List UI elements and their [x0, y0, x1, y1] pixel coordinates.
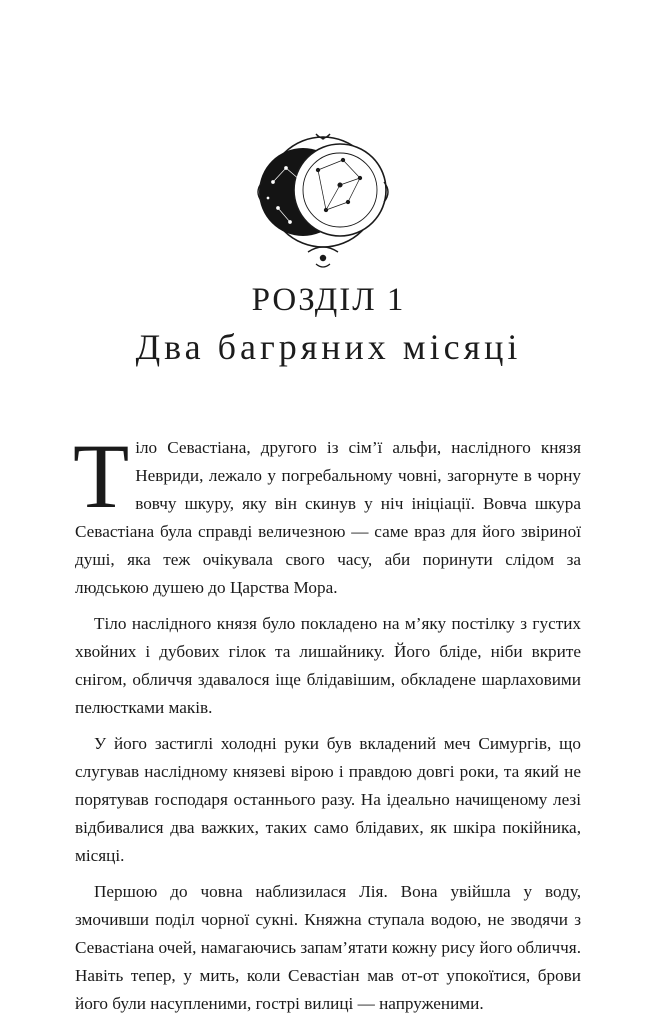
- paragraph: У його застиглі холодні руки був вкладений меч Симургів, що слугував наслідному князеві вірою і правдою довгі роки, та який не порятував господаря останнього разу. На ідеально начищеному лезі відбивалися два важких, таких само блідавих, як шкіра покійника, місяці.: [75, 734, 581, 865]
- paragraph: Тіло наслідного князя було покладено на м’яку постілку з густих хвойних і дубових гілок та лишайнику. Його бліде, ніби вкрите снігом, обличчя здавалося іще блідавішим, обкладене шарлаховими пелюстками маків.: [75, 614, 581, 717]
- paragraph-text: іло Севастіана, другого із сім’ї альфи, наслідного князя Невриди, лежало у погребальному човні, загорнуте в чорну вовчу шкуру, яку він скинув у ніч ініціації. Вовча шкура Севастіана була справді величезною — саме враз для його звіриної душі, яка теж очікувала свого часу, аби поринути слідом за людською душею до Царства Мора.: [75, 438, 581, 597]
- paragraph: Першою до човна наблизилася Лія. Вона увійшла у воду, змочивши поділ чорної сукні. Княжна ступала водою, не зводячи з Севастіана очей, намагаючись запам’ятати кожну рису його обличчя. Навіть тепер, у мить, коли Севастіан мав от-от упокоїтися, брови його були насупленими, гострі вилиці — напруженими.: [75, 882, 581, 1013]
- chapter-title: Два багряних місяці: [135, 327, 522, 367]
- drop-cap: Т: [73, 425, 130, 527]
- paragraph: [73, 425, 581, 602]
- chapter-number: РОЗДІЛ 1: [251, 282, 406, 318]
- chapter-body: [73, 425, 581, 1026]
- moon-emblem-icon: [248, 130, 398, 270]
